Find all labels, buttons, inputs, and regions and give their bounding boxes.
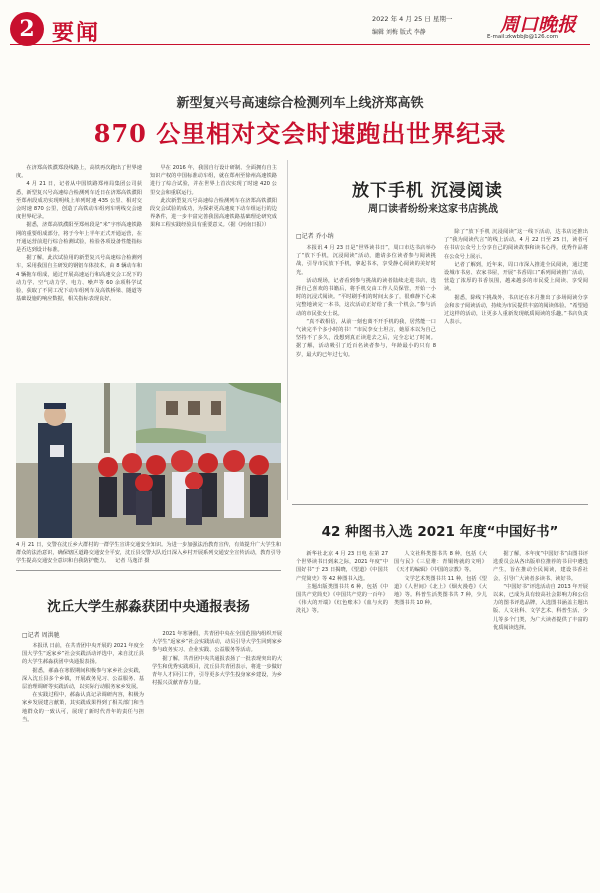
story4-headline: 沈丘大学生郝淼获团中央通报表扬 bbox=[47, 599, 250, 615]
lead-paragraph: 4 月 21 日，记者从中国铁路郑州局集团公司获悉，新型复兴号高速综合检测列车近日在济郑高铁濮阳至郑州段成功实现明线上单列时速 435 公里、相对交会时速 870 公里，创造了高铁动车组列车明线交会速度世界纪录。 bbox=[16, 181, 142, 221]
story3-col1 bbox=[296, 550, 388, 876]
story3-paragraph: 文学艺术类图书共 11 种，包括《望道》《人世间》《北上》《烟火漫卷》《大地》等。科普生活类图书共 7 种，少儿类图书共 10 种。 bbox=[394, 575, 487, 607]
story4-col1 bbox=[22, 642, 144, 878]
newspaper-logo: 周口晚报 bbox=[500, 14, 577, 36]
photo-caption bbox=[16, 541, 281, 565]
story4-paragraph: 2021 年寒暑假，共青团中央在全国范围内组织开展大学生“返家乡”社会实践活动，动员引导大学生回到家乡参与政务实习、企业实践、公益服务等活动。 bbox=[152, 631, 282, 654]
date-line: 2022 年 4 月 25 日 星期一 bbox=[372, 15, 453, 23]
story3-paragraph: “中国好书”评选活动自 2013 年开展以来，已成为具有较高社会影响力和公信力的图书评选品牌，入选图书涵盖主题出版、人文社科、文学艺术、科普生活、少儿等多个门类，为广大读者提供了丰富的优质阅读选择。 bbox=[493, 583, 588, 631]
section-name: 要闻 bbox=[52, 20, 101, 46]
lead-photo bbox=[16, 383, 281, 538]
photo-caption-text: 4 月 21 日，交警在沈丘乡大群村的一群学生宣讲交通安全知识。为进一步加强法治教育宣传，有效提升广大学生和群众的法治意识，确保辖区道路交通安全平安，沈丘县交警大队近日深入乡村开展系列交通安全宣传活动，教育引导学生提高交通安全意识和自我防护能力。 bbox=[16, 542, 281, 564]
story3-paragraph: 人文社科类图书共 8 种，包括《大国与民》《三星堆：青铜铸就的文明》《天才的编辑》《中国的宗教》等。 bbox=[394, 551, 487, 574]
story3-paragraph: 新华社北京 4 月 23 日电 在第 27 个世界读书日到来之际，2021 年度“中国好书”于 23 日揭晓，《望道》《中国共产党简史》等 42 种图书入选。 bbox=[296, 551, 388, 582]
editor-line: 编辑 刘梅 版式 李静 bbox=[372, 29, 426, 36]
story4-byline: □记者 周洪驰 bbox=[22, 632, 60, 639]
page-number: 2 bbox=[19, 16, 35, 42]
lead-paragraph: 此次新型复兴号高速综合检测列车在济郑高铁濮阳段交会试验的成功，为探索更高速度下动车组运行的边界条件，进一步丰富完善我国高速铁路基础理论研究成果和工程实践经验具有重要意义。（据《河南日报》） bbox=[150, 197, 277, 229]
story2-paragraph: “真不敢相信，从前一刻也离不开手机的我，居然能一口气读完半个多小时的书！”市民李女士坦言，她原本以为自己坚持不了多久，没想到真正读进去之后，完全忘记了时间。据了解，活动吸引了近百名读者参与，年龄最小的只有 8 岁，最大的已年过七旬。 bbox=[296, 318, 436, 358]
story2-byline: □记者 乔小纳 bbox=[296, 233, 334, 240]
story2-headline: 放下手机 沉浸阅读 bbox=[352, 181, 503, 201]
lead-body-col2 bbox=[150, 164, 277, 386]
email-line: E-mail:zkwbbjb@126.com bbox=[487, 34, 559, 40]
story4-paragraph: 据悉，郝淼在寒假期间积极参与家乡社会实践，深入沈丘县多个乡镇，开展政务见习、公益服务、基层治理调研等实践活动，以实际行动服务家乡发展。 bbox=[22, 667, 144, 691]
story2-col1 bbox=[296, 244, 436, 490]
column-divider bbox=[287, 160, 288, 500]
story4-col2 bbox=[152, 630, 282, 878]
story3-headline: 42 种图书入选 2021 年度“中国好书” bbox=[321, 524, 559, 540]
story2-col2 bbox=[444, 228, 588, 490]
story2-subhead: 周口读者纷纷来这家书店挑战 bbox=[368, 204, 498, 215]
lead-kicker: 新型复兴号高速综合检测列车上线济郑高铁 bbox=[176, 96, 424, 111]
lead-paragraph: 据了解，此次试验用的新型复兴号高速综合检测列车，采用我国自主研发的钢铝车体技术，由 8 辆动车和 4 辆拖车组成，通过开展高速运行和高速交会工况下的动力学、空气动力学、电力、噪声等 60 余项科学试验，获取了不同工况下动车组列车及高铁桥梁、隧道等基础设施的响应数据，相关指标表现良好。 bbox=[16, 255, 142, 303]
lead-paragraph: 早在 2016 年，我国自行设计研制、全面拥有自主知识产权的中国标准动车组，就在郑州至徐州高速铁路进行了综合试验，并在世界上首次实现了时速 420 公里交会和重联运行。 bbox=[150, 165, 277, 196]
lead-headline: 870 公里相对交会时速跑出世界纪录 bbox=[93, 119, 507, 148]
lead-paragraph: 在济郑高铁濮郑段线路上，高铁再次跑出了世界速度。 bbox=[16, 165, 142, 180]
story4-paragraph: 据了解，共青团中央共通报表扬了一批表现突出的大学生和优秀实践项目，沈丘县共青团表示，将进一步做好青年人才回引工作，引导更多大学生投身家乡建设，为乡村振兴贡献青春力量。 bbox=[152, 655, 282, 687]
story3-top-rule bbox=[292, 504, 588, 505]
story2-paragraph: 除了“放下手机 沉浸阅读”这一线下活动，达书店还推出了“我为阅读代言”的线上活动。4 月 22 日至 25 日，读者可在书店公众号上分享自己的阅读故事和读书心得，优秀作品将在公众号上展示。 bbox=[444, 229, 588, 260]
masthead-rule bbox=[10, 44, 590, 45]
story2-paragraph: 据悉，除线下挑战外，书店还在本月推出了多场阅读分享会和亲子阅读活动，持续为市民提供丰富的阅读体验。“希望通过这样的活动，让更多人重新发现纸质阅读的乐趣。”书店负责人表示。 bbox=[444, 294, 588, 326]
story2-paragraph: 记者了解到，近年来，周口市深入推进全民阅读，通过建设城市书房、农家书屋，开展“书香周口”系列阅读推广活动，营造了浓厚的书香氛围，越来越多的市民爱上阅读、享受阅读。 bbox=[444, 261, 588, 293]
story3-col3 bbox=[493, 550, 588, 876]
story2-paragraph: 本报讯 4 月 23 日是“世界读书日”，周口市达书店举办了“放下手机，沉浸阅读”活动，邀请多位读者参与阅读挑战，引导市民放下手机，拿起书本，享受静心阅读的美好时光。 bbox=[296, 245, 436, 276]
story2-paragraph: 活动现场，记者看到参与挑战的读者陆续走进书店，选择自己喜欢的书籍后，将手机交由工作人员保管，开始一小时的沉浸式阅读。“平时刷手机的时间太多了，很难静下心来完整地读完一本书，这次活动正好给了我一个机会。”参与活动的市民张女士说。 bbox=[296, 277, 436, 317]
lead-paragraph: 据悉，济郑高铁濮阳至郑州段是“米”字形高速铁路网的重要组成部分，将于今年上半年正式开通运营，在开通运营前进行综合检测试验，检验各项设备性能指标是否达到设计标准。 bbox=[16, 222, 142, 254]
photo-credit: 记者 马逸洋 摄 bbox=[115, 558, 150, 564]
story4-paragraph: 本报讯 日前，在共青团中央开展的 2021 年度全国大学生“返家乡”社会实践活动评选中，来自沈丘县的大学生郝淼获团中央通报表扬。 bbox=[22, 643, 144, 666]
story4-top-rule bbox=[16, 570, 281, 571]
story4-paragraph: 在实践过程中，郝淼认真记录调研内容，积极为家乡发展建言献策，其实践成果得到了相关部门和当地群众的一致认可，展现了新时代青年的责任与担当。 bbox=[22, 692, 144, 723]
story3-paragraph: 主题出版类图书共 6 种，包括《中国共产党简史》《中国共产党的一百年》《伟大的开端》《红色账本》《血与火的洗礼》等。 bbox=[296, 583, 388, 615]
story3-paragraph: 据了解，本年度“中国好书”由图书评选委员会从各出版单位推荐的书目中遴选产生，旨在推动全民阅读，建设书香社会，引导广大读者多读书、读好书。 bbox=[493, 551, 588, 582]
story3-col2 bbox=[394, 550, 487, 876]
